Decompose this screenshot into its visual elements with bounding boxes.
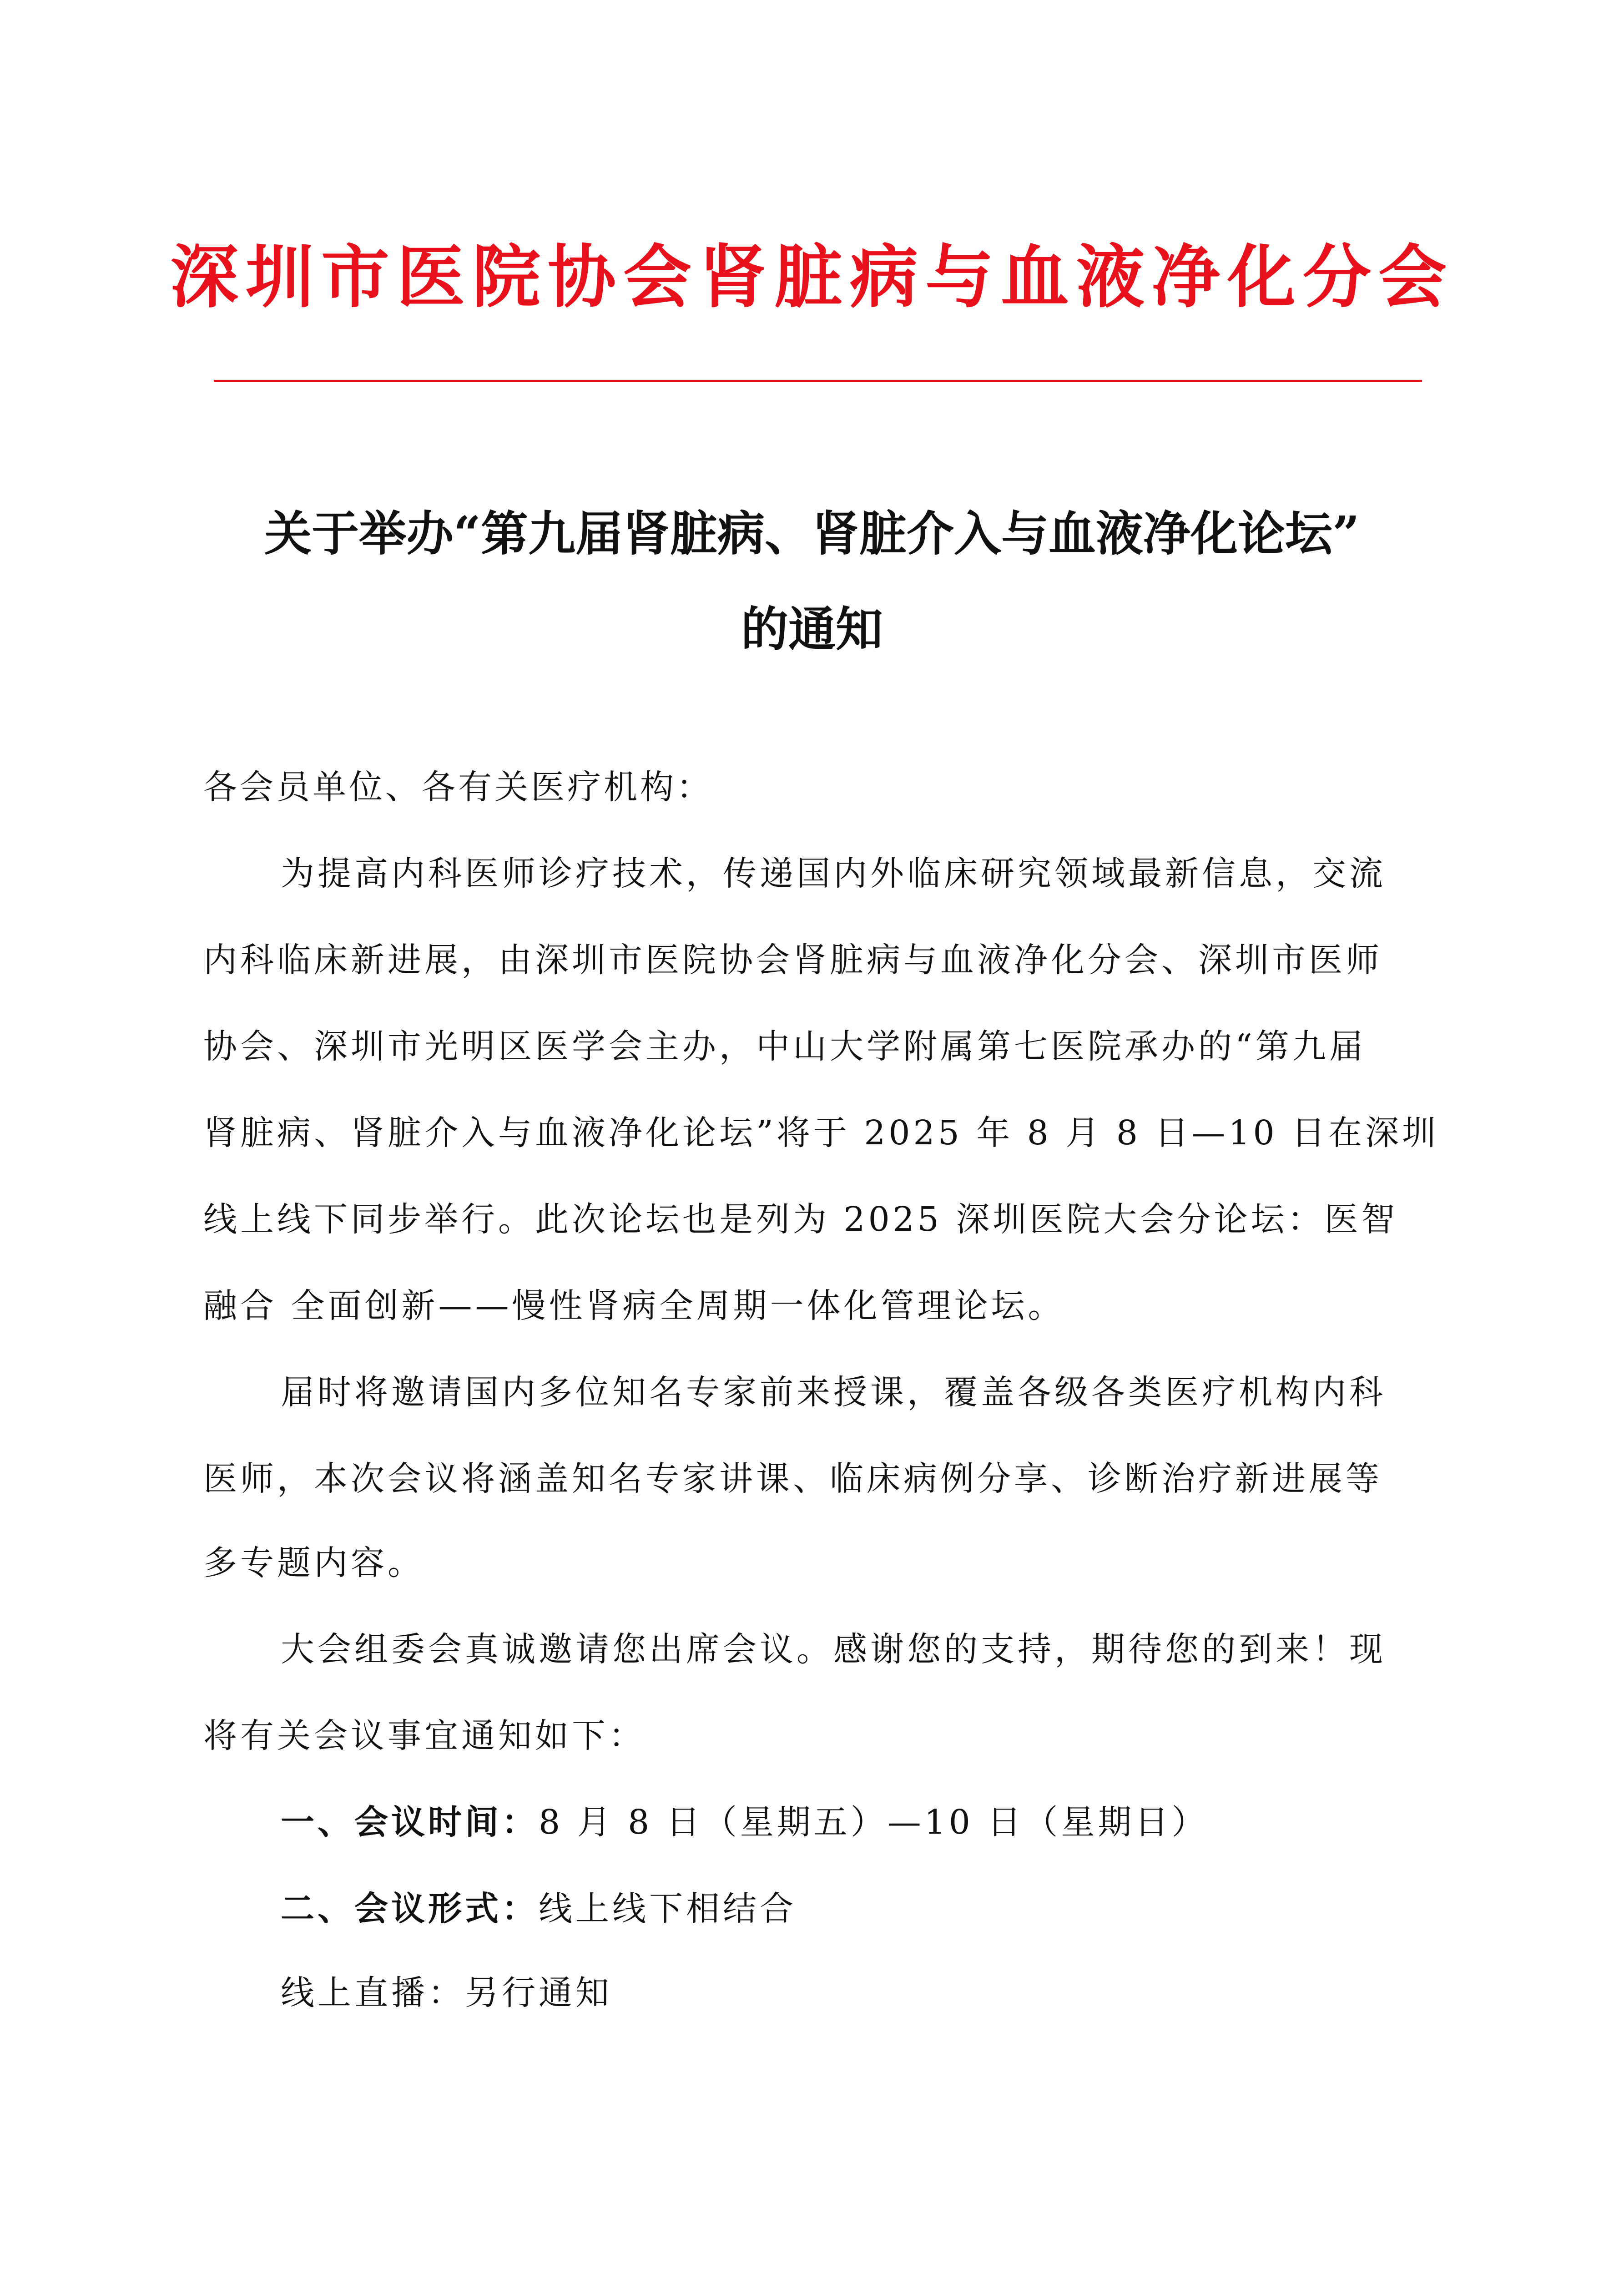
notice-title-line1: 关于举办“第九届肾脏病、肾脏介入与血液净化论坛”	[264, 506, 1360, 561]
paragraph-1-line: 肾脏病、肾脏介入与血液净化论坛”将于 2025 年 8 月 8 日—10 日在深圳	[203, 1113, 1439, 1153]
meeting-time-label: 一、会议时间：	[281, 1803, 539, 1842]
online-broadcast-label: 线上直播：	[281, 1973, 465, 2012]
meeting-format-item	[281, 1886, 797, 1931]
paragraph-1-line: 为提高内科医师诊疗技术，传递国内外临床研究领域最新信息，交流	[281, 854, 1386, 893]
meeting-format-label: 二、会议形式：	[281, 1889, 539, 1928]
paragraph-1-line: 内科临床新进展，由深圳市医院协会肾脏病与血液净化分会、深圳市医师	[203, 940, 1382, 980]
meeting-time-item	[281, 1800, 1208, 1845]
paragraph-1-line: 融合 全面创新——慢性肾病全周期一体化管理论坛。	[203, 1286, 1065, 1325]
header-red-rule	[214, 380, 1422, 382]
paragraph-3-line: 大会组委会真诚邀请您出席会议。感谢您的支持，期待您的到来！现	[281, 1630, 1386, 1669]
paragraph-1-line: 线上线下同步举行。此次论坛也是列为 2025 深圳医院大会分论坛：医智	[203, 1200, 1398, 1239]
online-broadcast-value: 另行通知	[465, 1973, 612, 2012]
paragraph-2-line: 多专题内容。	[203, 1543, 424, 1582]
meeting-format-value: 线上线下相结合	[539, 1889, 797, 1928]
paragraph-1-line: 协会、深圳市光明区医学会主办，中山大学附属第七医院承办的“第九届	[203, 1027, 1366, 1066]
salutation: 各会员单位、各有关医疗机构：	[203, 768, 713, 807]
paragraph-2-line: 届时将邀请国内多位知名专家前来授课，覆盖各级各类医疗机构内科	[281, 1373, 1386, 1412]
online-broadcast-item	[281, 1970, 612, 2016]
org-title: 深圳市医院协会肾脏病与血液净化分会	[170, 238, 1454, 317]
meeting-time-value: 8 月 8 日（星期五）—10 日（星期日）	[539, 1803, 1209, 1842]
paragraph-2-line: 医师，本次会议将涵盖知名专家讲课、临床病例分享、诊断治疗新进展等	[203, 1459, 1382, 1498]
paragraph-3-line: 将有关会议事宜通知如下：	[203, 1716, 646, 1755]
notice-title-line2: 的通知	[741, 601, 883, 657]
